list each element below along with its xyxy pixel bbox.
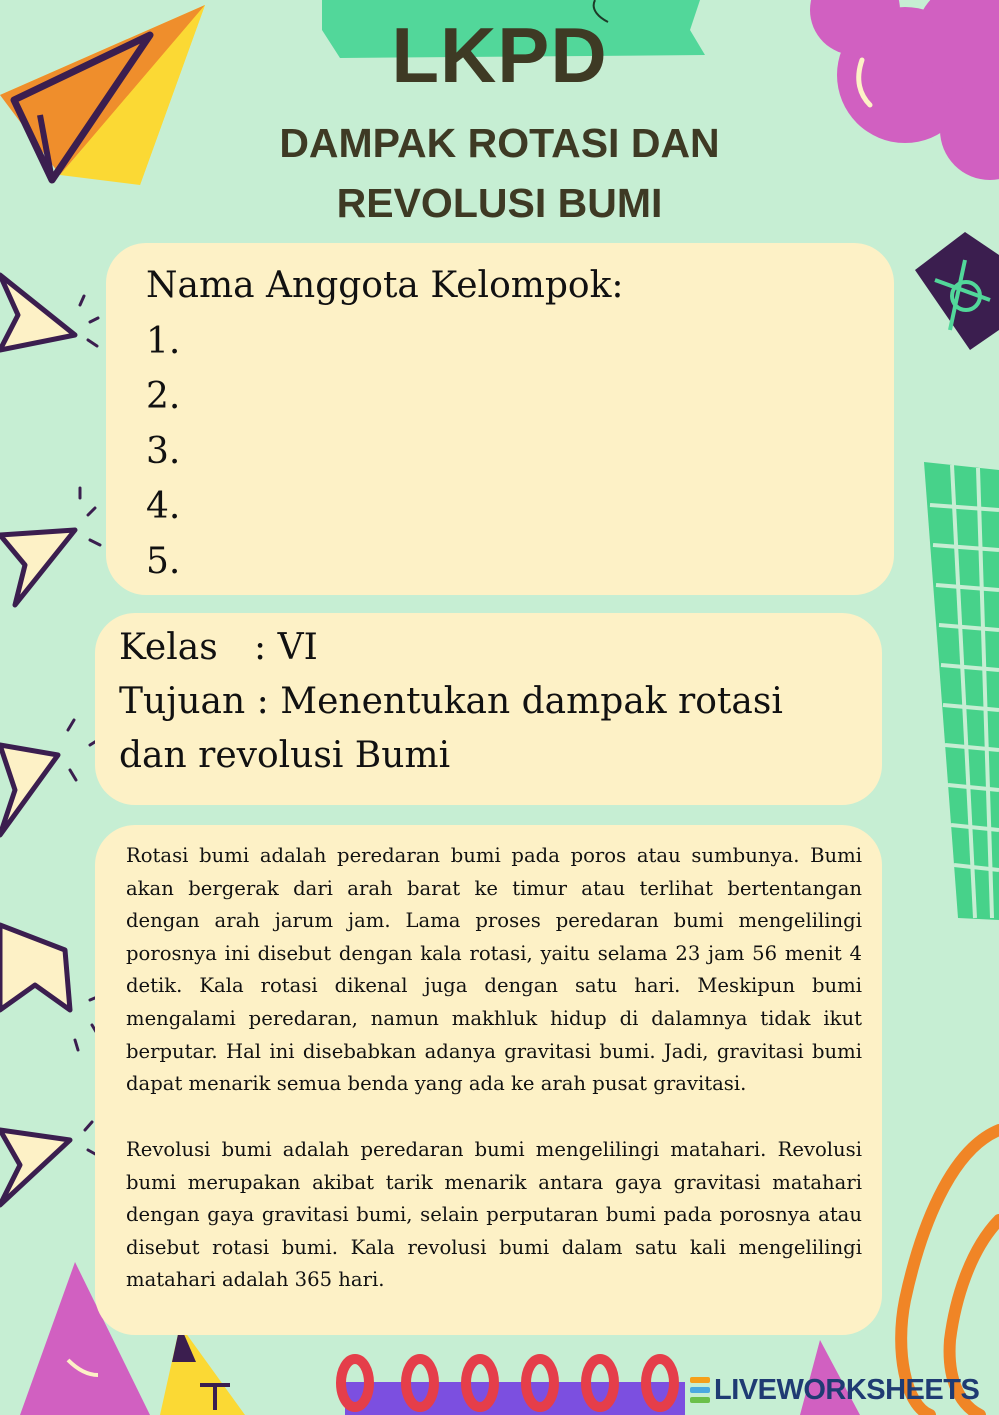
revolution-paragraph: Revolusi bumi adalah peredaran bumi mengelilingi matahari. Revolusi bumi merupakan akibat tarik menarik antara gaya gravitasi matahari dengan gaya gravitasi bumi, selain perputaran bumi pada porosnya atau disebut rotasi bumi. Kala revolusi bumi dalam satu kali mengelilingi matahari adalah 365 hari. [126, 1138, 862, 1292]
member-4-field[interactable]: 4. [146, 486, 181, 527]
notebook-spiral-icon [341, 1359, 685, 1415]
grid-paper-icon [924, 462, 999, 920]
tujuan-label: Tujuan [119, 681, 246, 722]
liveworksheets-watermark[interactable] [690, 1374, 979, 1406]
tujuan-row [119, 675, 859, 783]
tujuan-value: : Menentukan dampak rotasi dan revolusi Bumi [119, 681, 783, 776]
kelas-value: : VI [254, 627, 318, 668]
paperclip-icon [901, 1130, 999, 1415]
rotation-paragraph: Rotasi bumi adalah peredaran bumi pada poros atau sumbunya. Bumi akan bergerak dari arah barat ke timur atau terlihat bertentangan dengan arah jarum jam. Lama proses peredaran bumi mengelilingi porosnya ini disebut dengan kala rotasi, yaitu selama 23 jam 56 menit 4 detik. Kala rotasi dikenal juga dengan satu hari. Meskipun bumi mengalami peredaran, namun makhluk hidup di dalamnya tidak ikut berputar. Hal ini disebabkan adanya gravitasi bumi. Jadi, gravitasi bumi dapat menarik semua benda yang ada ke arah pusat gravitasi. [126, 844, 862, 1096]
page-subtitle-line1: DAMPAK ROTASI DAN [279, 120, 720, 166]
page-subtitle-line2: REVOLUSI BUMI [336, 180, 663, 226]
pencil-icon [160, 1325, 245, 1415]
content-card [95, 825, 882, 1335]
info-card [95, 613, 882, 805]
liveworksheets-logo-icon [690, 1377, 710, 1403]
page-title: LKPD [391, 11, 608, 99]
arrow-cursor-icon [0, 275, 75, 1205]
members-card [106, 243, 894, 595]
member-5-field[interactable]: 5. [146, 541, 181, 582]
members-heading: Nama Anggota Kelompok: [146, 265, 624, 306]
kelas-row [119, 621, 318, 675]
graduation-cap-icon [915, 232, 999, 350]
member-2-field[interactable]: 2. [146, 376, 181, 417]
kelas-label: Kelas [119, 627, 218, 668]
member-1-field[interactable]: 1. [146, 321, 181, 362]
watermark-text: LIVEWORKSHEETS [714, 1373, 980, 1406]
member-3-field[interactable]: 3. [146, 431, 181, 472]
